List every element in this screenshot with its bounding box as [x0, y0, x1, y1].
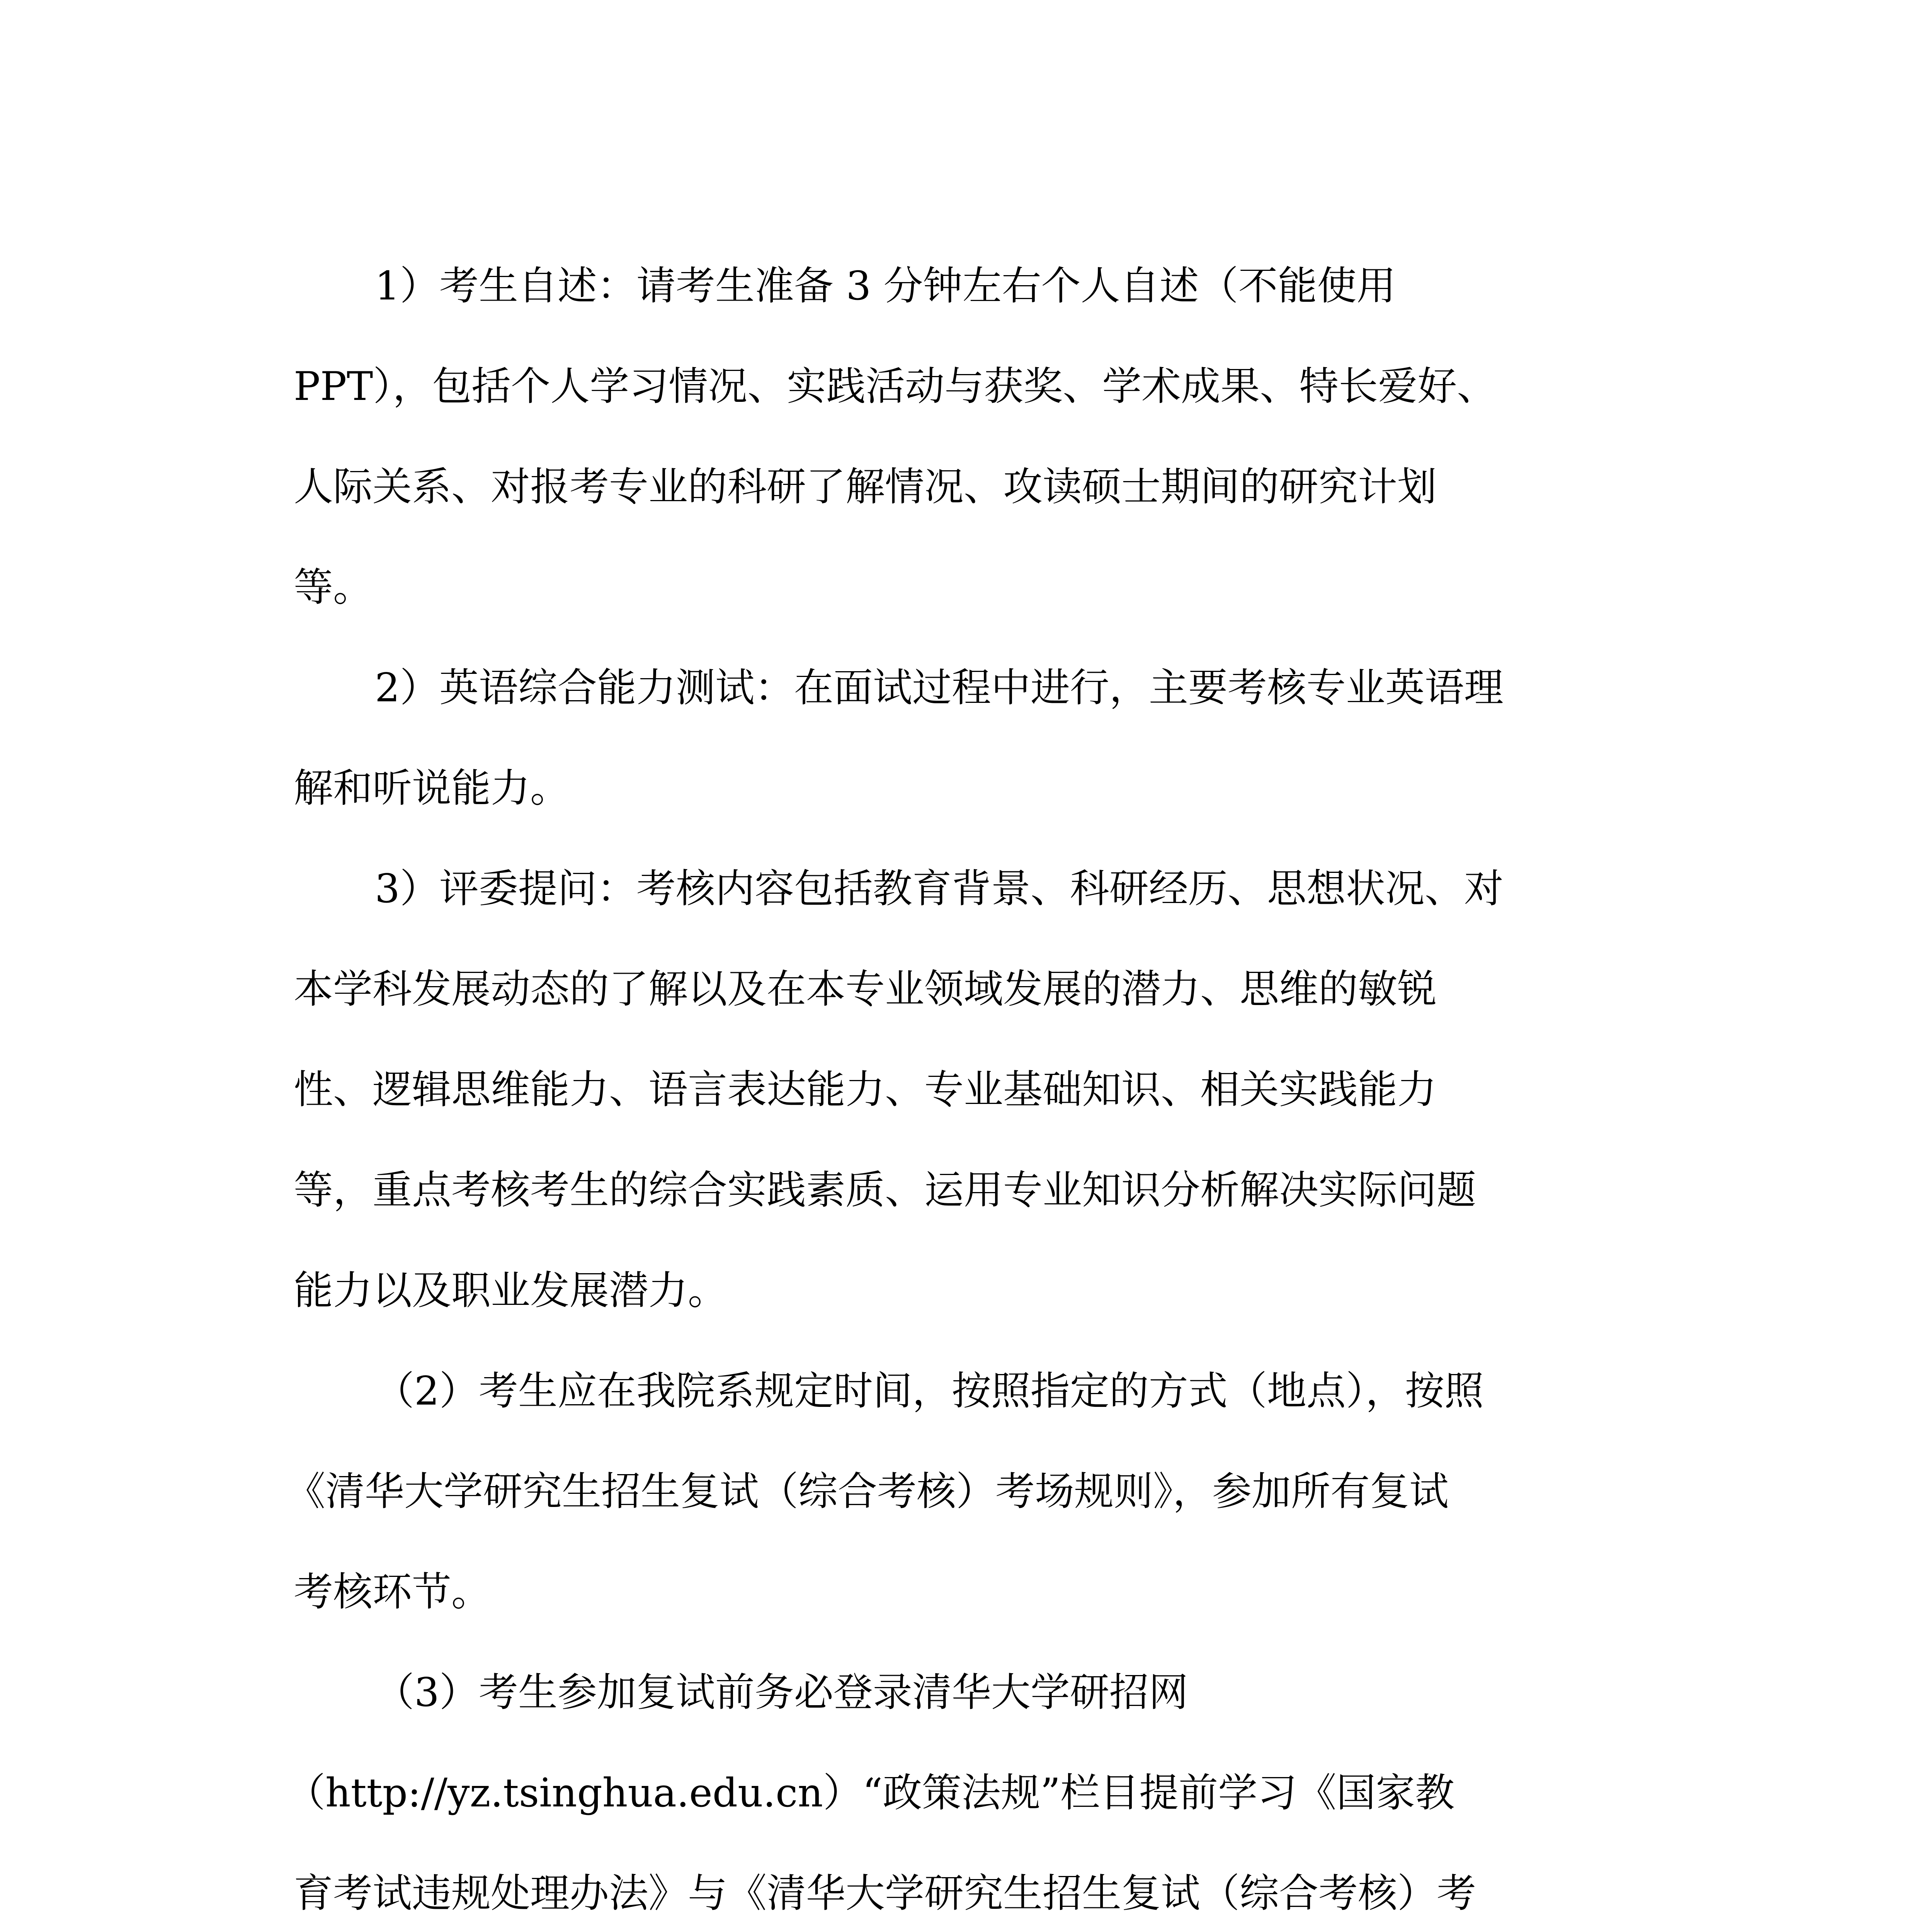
text-line: 《清华大学研究生招生复试（综合考核）考场规则》，参加所有复试: [286, 1469, 1449, 1515]
text-line: 等。: [294, 565, 373, 611]
text-line: 解和听说能力。: [294, 765, 570, 811]
text-line: （2）考生应在我院系规定时间，按照指定的方式（地点），按照: [375, 1368, 1484, 1414]
text-line: 本学科发展动态的了解以及在本专业领域发展的潜力、思维的敏锐: [294, 966, 1437, 1012]
text-line: 3）评委提问：考核内容包括教育背景、科研经历、思想状况、对: [375, 866, 1504, 912]
text-line: 等，重点考核考生的综合实践素质、运用专业知识分析解决实际问题: [294, 1167, 1476, 1213]
text-line-with-url: （http://yz.tsinghua.edu.cn）“政策法规”栏目提前学习《国家教: [286, 1770, 1455, 1816]
text-line: 考核环节。: [294, 1569, 491, 1615]
text-line: 育考试违规处理办法》与《清华大学研究生招生复试（综合考核）考: [294, 1871, 1476, 1917]
text-line: 性、逻辑思维能力、语言表达能力、专业基础知识、相关实践能力: [294, 1067, 1437, 1113]
text-line: 人际关系、对报考专业的科研了解情况、攻读硕士期间的研究计划: [294, 464, 1437, 510]
text-line: 2）英语综合能力测试：在面试过程中进行，主要考核专业英语理: [375, 665, 1504, 711]
text-line: （3）考生参加复试前务必登录清华大学研招网: [375, 1670, 1188, 1716]
text-line: 1）考生自述：请考生准备 3 分钟左右个人自述（不能使用: [375, 263, 1396, 309]
text-line: 能力以及职业发展潜力。: [294, 1268, 727, 1314]
text-line: PPT），包括个人学习情况、实践活动与获奖、学术成果、特长爱好、: [294, 364, 1497, 410]
